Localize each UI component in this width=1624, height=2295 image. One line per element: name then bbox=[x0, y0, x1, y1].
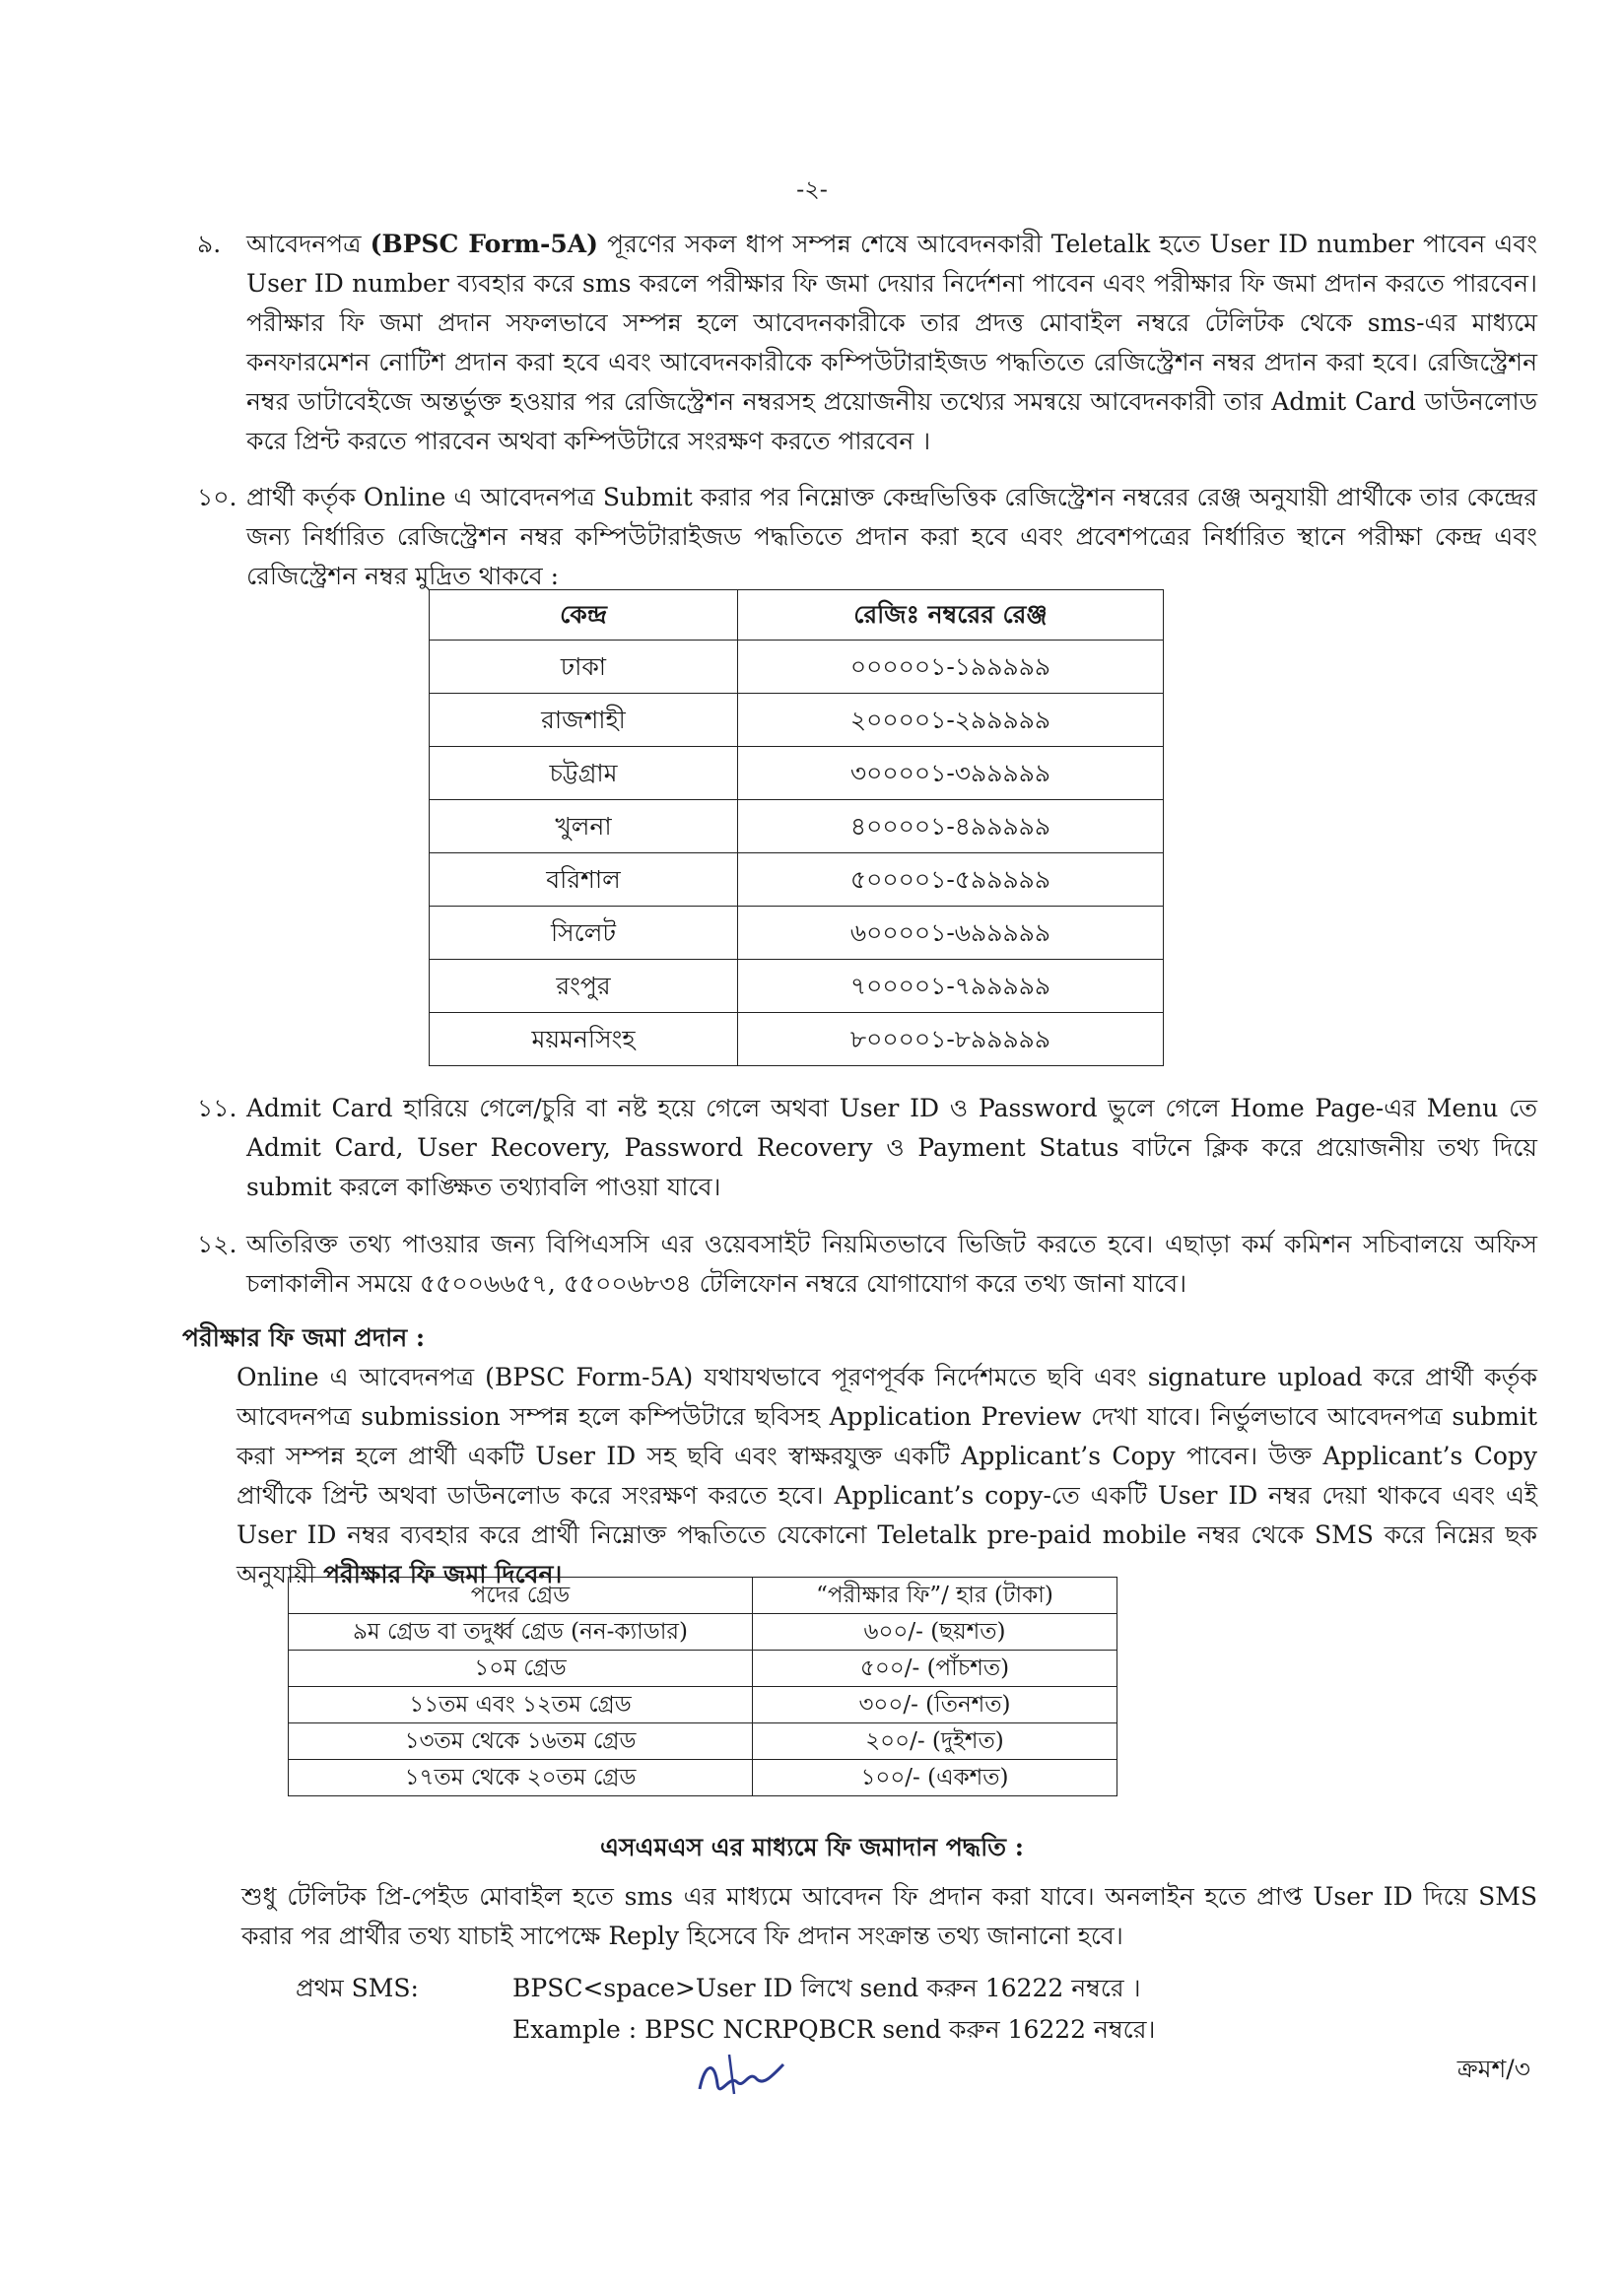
continued-marker: ক্রমশ/৩ bbox=[1456, 2055, 1530, 2083]
item-number: ৯. bbox=[197, 230, 222, 258]
table-row: চট্টগ্রাম ৩০০০০১-৩৯৯৯৯৯ bbox=[430, 747, 1164, 800]
item-11: ১১. Admit Card হারিয়ে গেলে/চুরি বা নষ্ট হয়ে গেলে অথবা User ID ও Password ভুলে গেলে Home Page-এর Menu তে Admit Card, User Recovery, Password Recovery ও Payment Status বাটনে ক্লিক করে প্রয়োজনীয় তথ্য দিয়ে submit করলে কাঙ্ক্ষিত তথ্যাবলি পাওয়া যাবে। bbox=[197, 1089, 1537, 1207]
table-row: ১৩তম থেকে ১৬তম গ্রেড ২০০/- (দুইশত) bbox=[289, 1723, 1117, 1760]
table-row: রাজশাহী ২০০০০১-২৯৯৯৯৯ bbox=[430, 694, 1164, 747]
table-row: খুলনা ৪০০০০১-৪৯৯৯৯৯ bbox=[430, 800, 1164, 853]
item-number: ১২. bbox=[197, 1230, 237, 1258]
table-row: ময়মনসিংহ ৮০০০০১-৮৯৯৯৯৯ bbox=[430, 1013, 1164, 1066]
region-range-table bbox=[429, 589, 1164, 1066]
fee-heading: পরীক্ষার ফি জমা প্রদান : bbox=[182, 1323, 426, 1352]
sms-label: প্রথম SMS: bbox=[296, 1974, 419, 2002]
header-range: রেজিঃ নম্বরের রেঞ্জ bbox=[738, 590, 1164, 641]
table-row: রংপুর ৭০০০০১-৭৯৯৯৯৯ bbox=[430, 960, 1164, 1013]
page-number: -২- bbox=[796, 175, 828, 203]
signature bbox=[690, 2045, 798, 2104]
table-row: ১৭তম থেকে ২০তম গ্রেড ১০০/- (একশত) bbox=[289, 1760, 1117, 1796]
item-12: ১২. অতিরিক্ত তথ্য পাওয়ার জন্য বিপিএসসি এর ওয়েবসাইট নিয়মিতভাবে ভিজিট করতে হবে। এছাড়া কর্ম কমিশন সচিবালয়ে অফিস চলাকালীন সময়ে ৫৫০০৬৬৫৭, ৫৫০০৬৮৩৪ টেলিফোন নম্বরে যোগাযোগ করে তথ্য জানা যাবে। bbox=[197, 1225, 1537, 1304]
sms-paragraph: শুধু টেলিটক প্রি-পেইড মোবাইল হতে sms এর মাধ্যমে আবেদন ফি প্রদান করা যাবে। অনলাইন হতে প্রাপ্ত User ID দিয়ে SMS করার পর প্রার্থীর তথ্য যাচাই সাপেক্ষে Reply হিসেবে ফি প্রদান সংক্রান্ত তথ্য জানানো হবে। bbox=[241, 1882, 1537, 1950]
item-10: ১০. প্রার্থী কর্তৃক Online এ আবেদনপত্র Submit করার পর নিম্নোক্ত কেন্দ্রভিত্তিক রেজিস্ট্রেশন নম্বরের রেঞ্জ অনুযায়ী প্রার্থীকে তার কেন্দ্রের জন্য নির্ধারিত রেজিস্ট্রেশন নম্বর কম্পিউটারাইজড পদ্ধতিতে প্রদান করা হবে এবং প্রবেশপত্রের নির্ধারিত স্থানে পরীক্ষা কেন্দ্র এবং রেজিস্ট্রেশন নম্বর মুদ্রিত থাকবে : bbox=[197, 478, 1537, 596]
header-center: কেন্দ্র bbox=[430, 590, 738, 641]
table-row: ঢাকা ০০০০০১-১৯৯৯৯৯ bbox=[430, 641, 1164, 694]
item-number: ১০. bbox=[197, 483, 237, 511]
header-grade: পদের গ্রেড bbox=[289, 1578, 753, 1614]
sms-format-line: BPSC<space>User ID লিখে send করুন 16222 নম্বরে । bbox=[512, 1974, 1141, 2002]
item-9: ৯. আবেদনপত্র (BPSC Form-5A) পূরণের সকল ধাপ সম্পন্ন শেষে আবেদনকারী Teletalk হতে User ID number পাবেন এবং User ID number ব্যবহার করে sms করলে পরীক্ষার ফি জমা দেয়ার নির্দেশনা পাবেন এবং পরীক্ষার ফি জমা প্রদান করতে পারবেন। পরীক্ষার ফি জমা প্রদান সফলভাবে সম্পন্ন হলে আবেদনকারীকে তার প্রদত্ত মোবাইল নম্বরে টেলিটক থেকে sms-এর মাধ্যমে কনফারমেশন নোটিশ প্রদান করা হবে এবং আবেদনকারীকে কম্পিউটারাইজড পদ্ধতিতে রেজিস্ট্রেশন নম্বর প্রদান করা হবে। রেজিস্ট্রেশন নম্বর ডাটাবেইজে অন্তর্ভুক্ত হওয়ার পর রেজিস্ট্রেশন নম্বরসহ প্রয়োজনীয় তথ্যের সমন্বয়ে আবেদনকারী তার Admit Card ডাউনলোড করে প্রিন্ট করতে পারবেন অথবা কম্পিউটারে সংরক্ষণ করতে পারবেন । bbox=[197, 225, 1537, 461]
table-row: বরিশাল ৫০০০০১-৫৯৯৯৯৯ bbox=[430, 853, 1164, 907]
sms-example-line: Example : BPSC NCRPQBCR send করুন 16222 নম্বরে। bbox=[512, 2015, 1156, 2044]
fee-paragraph: Online এ আবেদনপত্র (BPSC Form-5A) যথাযথভাবে পূরণপূর্বক নির্দেশমতে ছবি এবং signature upload করে প্রার্থী কর্তৃক আবেদনপত্র submission সম্পন্ন হলে কম্পিউটারে ছবিসহ Application Preview দেখা যাবে। নির্ভুলভাবে আবেদনপত্র submit করা সম্পন্ন হলে প্রার্থী একটি User ID সহ ছবি এবং স্বাক্ষরযুক্ত একটি Applicant’s Copy পাবেন। উক্ত Applicant’s Copy প্রার্থীকে প্রিন্ট অথবা ডাউনলোড করে সংরক্ষণ করতে হবে। Applicant’s copy-তে একটি User ID নম্বর দেয়া থাকবে এবং এই User ID নম্বর ব্যবহার করে প্রার্থী নিম্নোক্ত পদ্ধতিতে যেকোনো Teletalk pre-paid mobile নম্বর থেকে SMS করে নিম্নের ছক অনুযায়ী পরীক্ষার ফি জমা দিবেন। bbox=[237, 1363, 1537, 1588]
table-row: ১১তম এবং ১২তম গ্রেড ৩০০/- (তিনশত) bbox=[289, 1687, 1117, 1723]
item-number: ১১. bbox=[197, 1094, 237, 1122]
table-row: ১০ম গ্রেড ৫০০/- (পাঁচশত) bbox=[289, 1651, 1117, 1687]
table-header-row bbox=[289, 1578, 1117, 1614]
table-row: সিলেট ৬০০০০১-৬৯৯৯৯৯ bbox=[430, 907, 1164, 960]
table-row: ৯ম গ্রেড বা তদুর্ধ্ব গ্রেড (নন-ক্যাডার) ৬০০/- (ছয়শত) bbox=[289, 1614, 1117, 1651]
form-name: (BPSC Form-5A) bbox=[370, 230, 598, 258]
sms-heading: এসএমএস এর মাধ্যমে ফি জমাদান পদ্ধতি : bbox=[600, 1833, 1024, 1861]
header-fee: “পরীক্ষার ফি”/ হার (টাকা) bbox=[753, 1578, 1117, 1614]
fee-table bbox=[288, 1577, 1117, 1796]
table-header-row bbox=[430, 590, 1164, 641]
